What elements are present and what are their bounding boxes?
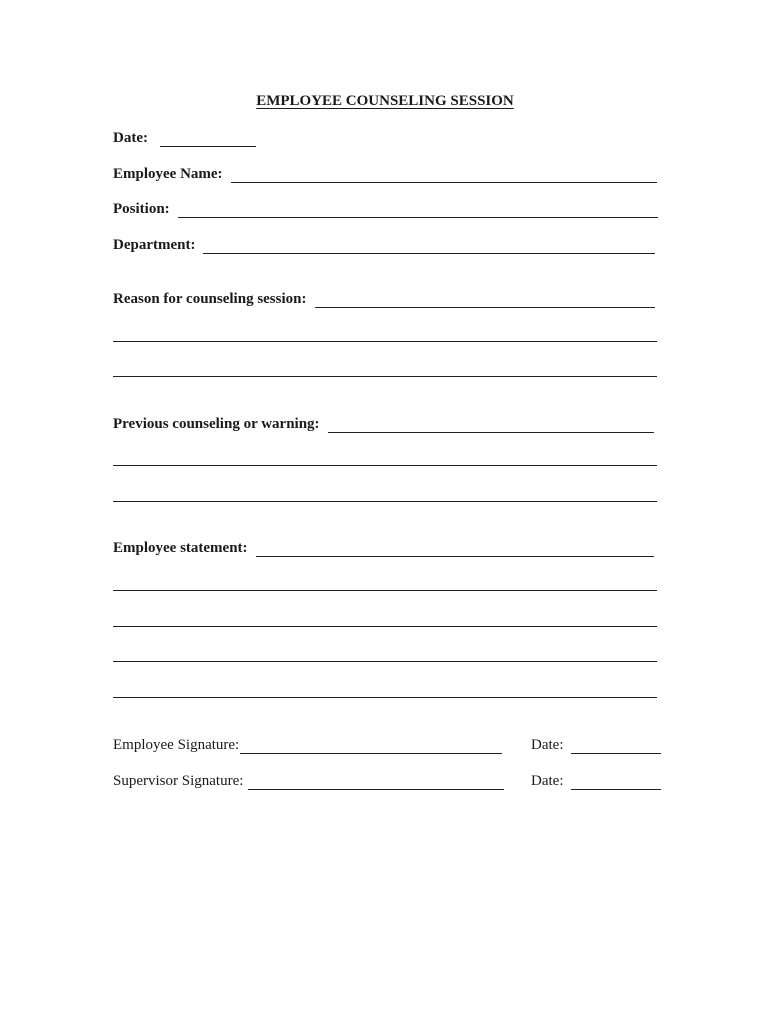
reason-line-3[interactable] xyxy=(113,376,657,377)
department-field[interactable] xyxy=(203,252,655,254)
reason-field[interactable] xyxy=(315,306,655,308)
date-field[interactable] xyxy=(160,145,256,147)
previous-label: Previous counseling or warning: xyxy=(113,416,320,432)
position-label: Position: xyxy=(113,201,170,217)
reason-row xyxy=(113,291,655,308)
position-row xyxy=(113,201,658,218)
statement-line-4[interactable] xyxy=(113,661,657,662)
date-row xyxy=(113,130,256,147)
reason-line-2[interactable] xyxy=(113,341,657,342)
statement-line-3[interactable] xyxy=(113,626,657,627)
employee-date-field[interactable] xyxy=(571,752,661,754)
employee-signature-label: Employee Signature: xyxy=(113,737,240,753)
supervisor-signature-label: Supervisor Signature: xyxy=(113,773,244,789)
supervisor-date-label: Date: xyxy=(531,773,564,789)
employee-signature-field[interactable] xyxy=(240,752,502,754)
department-label: Department: xyxy=(113,237,196,253)
previous-line-3[interactable] xyxy=(113,501,657,502)
statement-field[interactable] xyxy=(256,555,654,557)
position-field[interactable] xyxy=(178,216,658,218)
employee-name-label: Employee Name: xyxy=(113,166,223,182)
employee-name-row xyxy=(113,166,657,183)
previous-field[interactable] xyxy=(328,431,654,433)
statement-row xyxy=(113,540,654,557)
supervisor-date-field[interactable] xyxy=(571,788,661,790)
form-title: EMPLOYEE COUNSELING SESSION xyxy=(256,93,514,109)
statement-line-5[interactable] xyxy=(113,697,657,698)
previous-row xyxy=(113,416,654,433)
employee-name-field[interactable] xyxy=(231,181,657,183)
supervisor-date-row xyxy=(531,773,661,790)
date-label: Date: xyxy=(113,130,148,146)
reason-label: Reason for counseling session: xyxy=(113,291,307,307)
previous-line-2[interactable] xyxy=(113,465,657,466)
employee-date-label: Date: xyxy=(531,737,564,753)
supervisor-signature-row xyxy=(113,773,504,790)
supervisor-signature-field[interactable] xyxy=(248,788,504,790)
statement-label: Employee statement: xyxy=(113,540,248,556)
employee-signature-row xyxy=(113,737,502,754)
department-row xyxy=(113,237,655,254)
employee-date-row xyxy=(531,737,661,754)
statement-line-2[interactable] xyxy=(113,590,657,591)
